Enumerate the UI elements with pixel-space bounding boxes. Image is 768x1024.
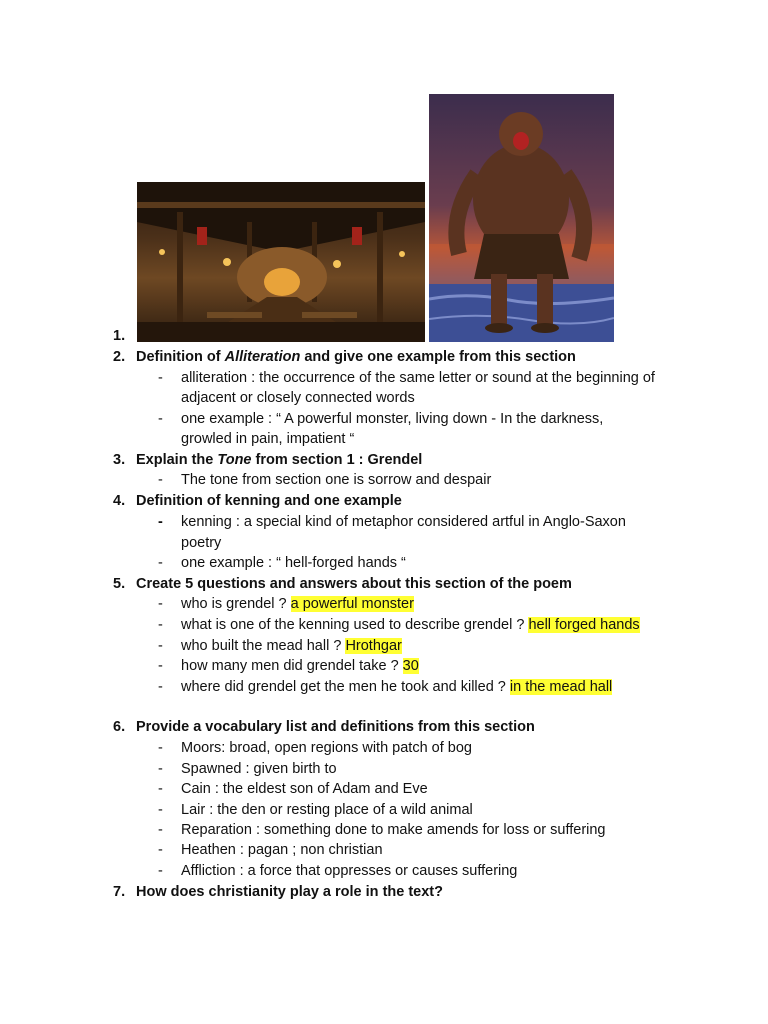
answer-highlight: hell forged hands [528, 617, 640, 633]
grendel-monster-image [429, 94, 614, 342]
answer-highlight: a powerful monster [290, 596, 414, 612]
mead-hall-image [137, 182, 425, 342]
answer-highlight: 30 [402, 658, 419, 674]
answer-highlight: Hrothgar [345, 638, 402, 654]
answer-highlight: in the mead hall [509, 679, 613, 695]
